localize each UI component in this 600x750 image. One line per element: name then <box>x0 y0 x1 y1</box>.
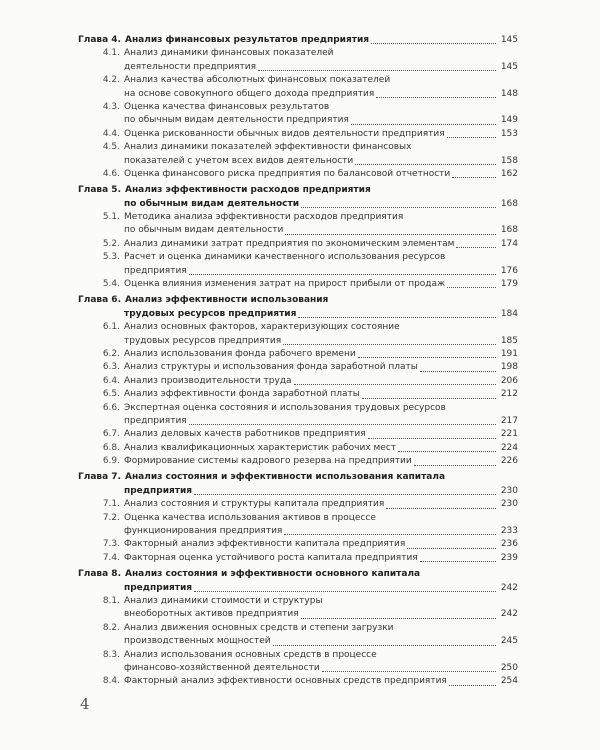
toc-entry-number: Глава 7. <box>78 472 121 483</box>
toc-line <box>78 568 518 581</box>
toc-entry-title: предприятия <box>124 485 193 496</box>
toc-line <box>78 34 518 47</box>
dot-leader <box>447 136 496 138</box>
toc-line <box>78 649 518 662</box>
toc-page-number: 148 <box>500 88 518 99</box>
dot-leader <box>285 233 496 235</box>
toc-entry-title: Анализ качества абсолютных финансовых показателей <box>124 75 391 86</box>
toc-section <box>78 622 518 649</box>
toc-line <box>78 675 518 688</box>
toc-entry-title: Методика анализа эффективности расходов предприятия <box>124 212 404 223</box>
toc-line <box>78 224 518 237</box>
toc-entry-title: Оценка качества использования активов в процессе <box>124 512 376 523</box>
toc-entry-title: предприятия <box>124 582 193 593</box>
toc-line <box>78 114 518 127</box>
toc-entry-number: 6.4. <box>102 375 120 386</box>
toc-entry-title: Анализ деловых качеств работников предприятия <box>124 429 366 440</box>
toc-section <box>78 361 518 374</box>
toc-entry-number: Глава 8. <box>78 569 121 580</box>
toc-entry-title: Анализ эффективности фонда заработной платы <box>124 389 360 400</box>
dot-leader <box>298 316 496 318</box>
toc-entry-number: 5.4. <box>102 279 120 290</box>
toc-entry-title: финансово-хозяйственной деятельности <box>124 662 320 673</box>
toc-line <box>78 61 518 74</box>
toc-page-number: 242 <box>500 609 518 620</box>
toc-entry-title: Расчет и оценка динамики качественного использования ресурсов <box>124 252 446 263</box>
toc-entry-number: 6.9. <box>102 456 120 467</box>
toc-page-number: 184 <box>500 308 518 319</box>
toc-section <box>78 388 518 401</box>
toc-page-number: 179 <box>500 279 518 290</box>
toc-page-number: 168 <box>500 225 518 236</box>
toc-entry-title: Анализ финансовых результатов предприятия <box>124 34 370 45</box>
toc-line <box>78 88 518 101</box>
toc-line <box>78 128 518 141</box>
toc-section <box>78 278 518 291</box>
toc-line <box>78 498 518 511</box>
toc-entry-number: 6.3. <box>102 362 120 373</box>
toc-page-number: 149 <box>500 115 518 126</box>
toc-entry-number: Глава 6. <box>78 295 121 306</box>
toc-entry-number: 5.3. <box>102 252 120 263</box>
toc-section <box>78 141 518 168</box>
toc-line <box>78 595 518 608</box>
toc-entry-title: Факторная оценка устойчивого роста капитала предприятия <box>124 552 418 563</box>
toc-section <box>78 538 518 551</box>
toc-line <box>78 472 518 485</box>
dot-leader <box>420 370 496 372</box>
toc-entry-number: Глава 4. <box>78 34 121 45</box>
toc-page-number: 217 <box>500 415 518 426</box>
toc-page-number: 239 <box>500 552 518 563</box>
toc-section <box>78 498 518 511</box>
toc-line <box>78 388 518 401</box>
toc-page-number: 206 <box>500 375 518 386</box>
dot-leader <box>420 560 496 562</box>
dot-leader <box>371 42 496 44</box>
toc-line <box>78 485 518 498</box>
toc-page-number: 176 <box>500 265 518 276</box>
toc-line <box>78 538 518 551</box>
dot-leader <box>386 507 496 509</box>
toc-page-number: 191 <box>500 348 518 359</box>
toc-page-number: 250 <box>500 662 518 673</box>
toc-section <box>78 552 518 565</box>
toc-line <box>78 662 518 675</box>
toc-section <box>78 74 518 101</box>
toc-page-number: 145 <box>500 61 518 72</box>
toc-section <box>78 649 518 676</box>
dot-leader <box>194 493 496 495</box>
dot-leader <box>447 286 496 288</box>
toc-entry-number: 5.2. <box>102 238 120 249</box>
toc-entry-number: 6.2. <box>102 348 120 359</box>
toc-entry-title: предприятия <box>124 415 187 426</box>
toc-line <box>78 238 518 251</box>
toc-section <box>78 595 518 622</box>
toc-line <box>78 101 518 114</box>
toc-entry-number: Глава 5. <box>78 185 121 196</box>
toc-line <box>78 512 518 525</box>
toc-line <box>78 348 518 361</box>
toc-section <box>78 321 518 348</box>
toc-line <box>78 308 518 321</box>
toc-entry-number: 6.7. <box>102 429 120 440</box>
toc-page-number: 230 <box>500 499 518 510</box>
dot-leader <box>358 356 496 358</box>
table-of-contents <box>78 34 518 689</box>
toc-line <box>78 278 518 291</box>
toc-entry-title: Анализ динамики стоимости и структуры <box>124 596 323 606</box>
toc-entry-title: функционирования предприятия <box>124 526 283 537</box>
toc-entry-title: Анализ эффективности расходов предприятия <box>124 185 371 196</box>
dot-leader <box>362 397 496 399</box>
toc-page-number: 226 <box>500 456 518 467</box>
toc-entry-title: деятельности предприятия <box>124 61 257 72</box>
toc-line <box>78 442 518 455</box>
toc-entry-number: 7.2. <box>102 512 120 523</box>
toc-line <box>78 47 518 60</box>
toc-line <box>78 428 518 441</box>
dot-leader <box>368 437 496 439</box>
toc-entry-number: 6.1. <box>102 322 120 333</box>
toc-section <box>78 442 518 455</box>
toc-entry-number: 4.6. <box>102 168 120 179</box>
toc-line <box>78 635 518 648</box>
dot-leader <box>301 206 496 208</box>
toc-entry-number: 8.1. <box>102 596 120 606</box>
toc-line <box>78 552 518 565</box>
toc-entry-title: Формирование системы кадрового резерва на предприятии <box>124 456 412 467</box>
toc-chapter <box>78 568 518 595</box>
toc-page-number: 185 <box>500 335 518 346</box>
page-number: 4 <box>80 695 90 713</box>
toc-entry-number: 6.8. <box>102 442 120 453</box>
toc-page-number: 198 <box>500 362 518 373</box>
toc-entry-title: Анализ динамики показателей эффективности финансовых <box>124 142 412 153</box>
dot-leader <box>355 163 496 165</box>
toc-chapter <box>78 294 518 321</box>
toc-page-number: 233 <box>500 526 518 537</box>
toc-entry-title: Анализ структуры и использования фонда заработной платы <box>124 362 418 373</box>
toc-page-number: 153 <box>500 128 518 139</box>
toc-section <box>78 47 518 74</box>
toc-entry-title: Оценка финансового риска предприятия по балансовой отчетности <box>124 168 451 179</box>
toc-line <box>78 361 518 374</box>
toc-entry-number: 4.1. <box>102 48 120 59</box>
toc-entry-title: внеоборотных активов предприятия <box>124 609 299 620</box>
toc-entry-number: 8.2. <box>102 622 120 633</box>
toc-entry-title: производственных мощностей <box>124 636 271 647</box>
toc-entry-number: 5.1. <box>102 212 120 223</box>
toc-page-number: 236 <box>500 539 518 550</box>
toc-page-number: 145 <box>500 34 518 45</box>
toc-page-number: 224 <box>500 442 518 453</box>
toc-line <box>78 402 518 415</box>
toc-entry-title: Анализ динамики затрат предприятия по экономическим элементам <box>124 238 455 249</box>
toc-line <box>78 335 518 348</box>
dot-leader <box>449 684 496 686</box>
toc-page-number: 245 <box>500 636 518 647</box>
toc-entry-title: предприятия <box>124 265 187 276</box>
toc-page-number: 168 <box>500 198 518 209</box>
toc-entry-title: Анализ основных факторов, характеризующих состояние <box>124 322 400 333</box>
dot-leader <box>284 533 496 535</box>
toc-section <box>78 251 518 278</box>
dot-leader <box>258 69 496 71</box>
toc-entry-title: Оценка влияния изменения затрат на прирост прибыли от продаж <box>124 279 446 290</box>
toc-entry-title: показателей с учетом всех видов деятельности <box>124 155 354 166</box>
toc-section <box>78 375 518 388</box>
toc-entry-number: 4.2. <box>102 75 120 86</box>
toc-entry-number: 4.4. <box>102 128 120 139</box>
toc-entry-title: Анализ использования фонда рабочего времени <box>124 348 356 359</box>
toc-line <box>78 375 518 388</box>
toc-entry-title: по обычным видам деятельности предприятия <box>124 115 349 126</box>
dot-leader <box>189 423 496 425</box>
toc-section <box>78 128 518 141</box>
toc-entry-title: Анализ состояния и эффективности использования капитала <box>124 472 446 483</box>
dot-leader <box>351 123 496 125</box>
toc-entry-number: 6.5. <box>102 389 120 400</box>
toc-page-number: 254 <box>500 676 518 687</box>
toc-line <box>78 525 518 538</box>
toc-page-number: 174 <box>500 238 518 249</box>
toc-entry-title: трудовых ресурсов предприятия <box>124 335 282 346</box>
toc-entry-title: Анализ использования основных средств в процессе <box>124 649 377 660</box>
toc-line <box>78 211 518 224</box>
toc-line <box>78 622 518 635</box>
toc-entry-title: Анализ эффективности использования <box>124 295 329 306</box>
toc-line <box>78 74 518 87</box>
toc-section <box>78 348 518 361</box>
toc-page-number: 230 <box>500 485 518 496</box>
toc-entry-title: Анализ движения основных средств и степени загрузки <box>124 622 394 633</box>
toc-line <box>78 265 518 278</box>
dot-leader <box>322 670 496 672</box>
dot-leader <box>407 547 496 549</box>
toc-entry-title: по обычным видам деятельности <box>124 225 284 236</box>
toc-section <box>78 211 518 238</box>
toc-line <box>78 251 518 264</box>
toc-entry-title: Анализ производительности труда <box>124 375 292 386</box>
toc-page-number: 212 <box>500 389 518 400</box>
toc-section <box>78 402 518 429</box>
toc-entry-title: по обычным видам деятельности <box>124 198 300 209</box>
dot-leader <box>376 96 496 98</box>
dot-leader <box>301 617 496 619</box>
toc-chapter <box>78 472 518 499</box>
toc-section <box>78 168 518 181</box>
dot-leader <box>189 273 496 275</box>
toc-entry-number: 7.1. <box>102 499 120 510</box>
dot-leader <box>414 464 496 466</box>
toc-entry-title: Оценка рискованности обычных видов деятельности предприятия <box>124 128 445 139</box>
toc-entry-number: 7.3. <box>102 539 120 550</box>
toc-line <box>78 155 518 168</box>
toc-chapter <box>78 34 518 47</box>
toc-entry-title: Анализ состояния и структуры капитала предприятия <box>124 499 385 510</box>
toc-section <box>78 455 518 468</box>
toc-line <box>78 141 518 154</box>
toc-section <box>78 101 518 128</box>
toc-entry-number: 4.3. <box>102 101 120 112</box>
toc-entry-number: 6.6. <box>102 402 120 413</box>
toc-line <box>78 198 518 211</box>
toc-entry-number: 4.5. <box>102 142 120 153</box>
toc-section <box>78 428 518 441</box>
toc-line <box>78 321 518 334</box>
toc-entry-title: трудовых ресурсов предприятия <box>124 308 297 319</box>
toc-line <box>78 184 518 197</box>
toc-entry-title: Анализ состояния и эффективности основного капитала <box>124 569 421 580</box>
toc-entry-title: Оценка качества финансовых результатов <box>124 101 330 112</box>
toc-section <box>78 675 518 688</box>
toc-entry-title: Факторный анализ эффективности основных средств предприятия <box>124 676 447 687</box>
toc-page-number: 162 <box>500 168 518 179</box>
toc-entry-number: 7.4. <box>102 552 120 563</box>
dot-leader <box>283 343 496 345</box>
dot-leader <box>452 176 496 178</box>
toc-chapter <box>78 184 518 211</box>
toc-entry-title: Экспертная оценка состояния и использования трудовых ресурсов <box>124 402 446 413</box>
toc-entry-title: Анализ динамики финансовых показателей <box>124 48 334 59</box>
toc-line <box>78 294 518 307</box>
dot-leader <box>294 383 496 385</box>
toc-entry-title: на основе совокупного общего дохода предприятия <box>124 88 375 99</box>
toc-line <box>78 582 518 595</box>
toc-page-number: 242 <box>500 582 518 593</box>
toc-entry-number: 8.3. <box>102 649 120 660</box>
toc-page-number: 158 <box>500 155 518 166</box>
dot-leader <box>194 590 496 592</box>
toc-page-number: 221 <box>500 429 518 440</box>
toc-entry-title: Факторный анализ эффективности капитала предприятия <box>124 539 406 550</box>
dot-leader <box>398 450 496 452</box>
toc-line <box>78 415 518 428</box>
dot-leader <box>456 246 496 248</box>
toc-line <box>78 608 518 621</box>
toc-line <box>78 168 518 181</box>
toc-section <box>78 238 518 251</box>
toc-entry-title: Анализ квалификационных характеристик рабочих мест <box>124 442 397 453</box>
toc-section <box>78 512 518 539</box>
dot-leader <box>273 644 496 646</box>
toc-line <box>78 455 518 468</box>
toc-entry-number: 8.4. <box>102 676 120 687</box>
